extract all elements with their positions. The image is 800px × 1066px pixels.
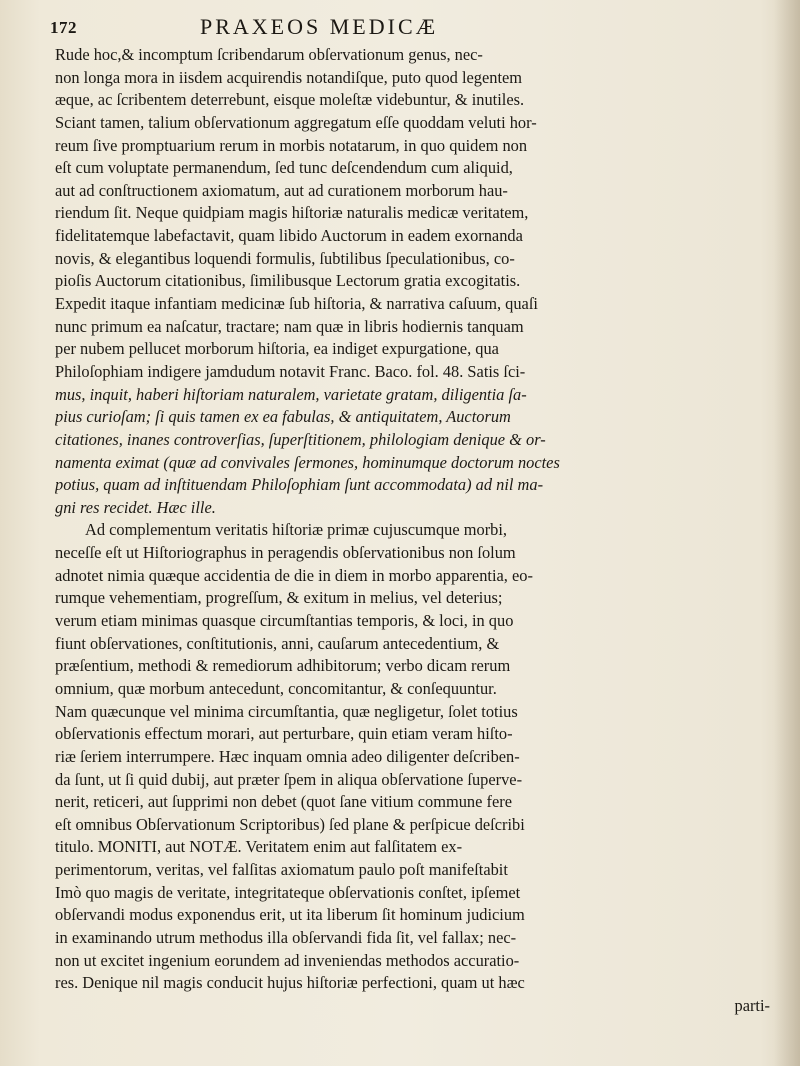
- text-line: non longa mora in iisdem acquirendis notandiſque, puto quod legentem: [55, 67, 523, 87]
- running-title: PRAXEOS MEDICÆ: [200, 14, 439, 39]
- text-line: novis, & elegantibus loquendi formulis, ſubtilibus ſpeculationibus, co-: [55, 248, 515, 268]
- text-line: Imò quo magis de veritate, integritateque obſervationis conſtet, ipſemet: [55, 882, 521, 902]
- catchword: parti-: [734, 995, 770, 1015]
- quotation-line: gni res recidet. Hæc ille.: [55, 497, 216, 517]
- text-line: in examinando utrum methodus illa obſervandi fida ſit, vel fallax; nec-: [55, 927, 517, 947]
- page-edge-shadow: [774, 0, 800, 1066]
- quotation-line: potius, quam ad inſtituendam Philoſophiam ſunt accommodata) ad nil ma-: [55, 475, 544, 495]
- text-line: Expedit itaque infantiam medicinæ ſub hiſtoria, & narrativa caſuum, quaſi: [55, 294, 538, 314]
- text-line: Philoſophiam indigere jamdudum notavit Franc. Baco. fol. 48. Satis ſci-: [55, 361, 526, 381]
- text-line: obſervationis effectum morari, aut perturbare, quin etiam veram hiſto-: [55, 724, 513, 744]
- page-number: 172: [50, 18, 77, 37]
- text-line: da ſunt, ut ſi quid dubij, aut præter ſpem in aliqua obſervatione ſuperve-: [55, 769, 523, 789]
- text-line: omnium, quæ morbum antecedunt, concomitantur, & conſequuntur.: [55, 678, 497, 698]
- text-line: Nam quæcunque vel minima circumſtantia, quæ negligetur, ſolet totius: [55, 701, 518, 721]
- text-line: Rude hoc,& incomptum ſcribendarum obſervationum genus, nec-: [55, 45, 483, 64]
- text-line: præſentium, methodi & remediorum adhibitorum; verbo dicam rerum: [55, 656, 511, 676]
- text-line: eſt cum voluptate permanendum, ſed tunc deſcendendum cum aliquid,: [55, 158, 513, 178]
- text-line: fidelitatemque labefactavit, quam libido Auctorum in eadem exornanda: [55, 226, 523, 246]
- body-text: [55, 44, 770, 1018]
- text-line: reum ſive promptuarium rerum in morbis notatarum, in quo quidem non: [55, 135, 528, 155]
- text-line: res. Denique nil magis conducit hujus hiſtoriæ perfectioni, quam ut hæc: [55, 973, 525, 993]
- text-line: obſervandi modus exponendus erit, ut ita liberum ſit hominum judicium: [55, 905, 525, 925]
- quotation-line: pius curioſam; ſi quis tamen ex ea fabulas, & antiquitatem, Auctorum: [55, 407, 511, 427]
- text-line: fiunt obſervationes, conſtitutionis, anni, cauſarum antecedentium, &: [55, 633, 500, 653]
- quotation-line: mus, inquit, haberi hiſtoriam naturalem, varietate gratam, diligentia ſa-: [55, 384, 527, 404]
- text-line: perimentorum, veritas, vel falſitas axiomatum paulo poſt manifeſtabit: [55, 860, 508, 880]
- text-line: riendum ſit. Neque quidpiam magis hiſtoriæ naturalis medicæ veritatem,: [55, 203, 529, 223]
- text-line: rumque vehementiam, progreſſum, & exitum in melius, vel deterius;: [55, 588, 503, 608]
- text-line: nerit, reticeri, aut ſupprimi non debet (quot ſane vitium commune fere: [55, 792, 512, 812]
- quotation-line: namenta eximat (quæ ad convivales ſermones, hominumque doctorum noctes: [55, 452, 560, 472]
- text-line: non ut excitet ingenium eorundem ad inveniendas methodos accuratio-: [55, 950, 520, 970]
- text-line: pioſis Auctorum citationibus, ſimilibusque Lectorum gratia excogitatis.: [55, 271, 521, 291]
- paragraph-first-line: Ad complementum veritatis hiſtoriæ primæ cujuscumque morbi,: [85, 520, 507, 540]
- text-line: nunc primum ea naſcatur, tractare; nam quæ in libris hodiernis tanquam: [55, 316, 524, 336]
- text-line: titulo. MONITI, aut NOTÆ. Veritatem enim aut falſitatem ex-: [55, 837, 463, 857]
- quotation-line: citationes, inanes controverſias, ſuperſtitionem, philologiam denique & or-: [55, 429, 546, 449]
- text-line: neceſſe eſt ut Hiſtoriographus in peragendis obſervationibus non ſolum: [55, 543, 516, 563]
- text-line: riæ ſeriem interrumpere. Hæc inquam omnia adeo diligenter deſcriben-: [55, 746, 520, 766]
- text-line: eſt omnibus Obſervationum Scriptoribus) ſed plane & perſpicue deſcribi: [55, 814, 525, 834]
- text-line: æque, ac ſcribentem deterrebunt, eisque moleſtæ videbuntur, & inutiles.: [55, 90, 525, 110]
- text-line: aut ad conſtructionem axiomatum, aut ad curationem morborum hau-: [55, 180, 508, 200]
- text-line: Sciant tamen, talium obſervationum aggregatum eſſe quoddam veluti hor-: [55, 112, 537, 132]
- page-header: [50, 12, 770, 42]
- text-line: verum etiam minimas quasque circumſtantias temporis, & loci, in quo: [55, 611, 514, 631]
- text-line: adnotet nimia quæque accidentia de die in diem in morbo apparentia, eo-: [55, 565, 533, 585]
- text-line: per nubem pellucet morborum hiſtoria, ea indiget expurgatione, qua: [55, 339, 499, 359]
